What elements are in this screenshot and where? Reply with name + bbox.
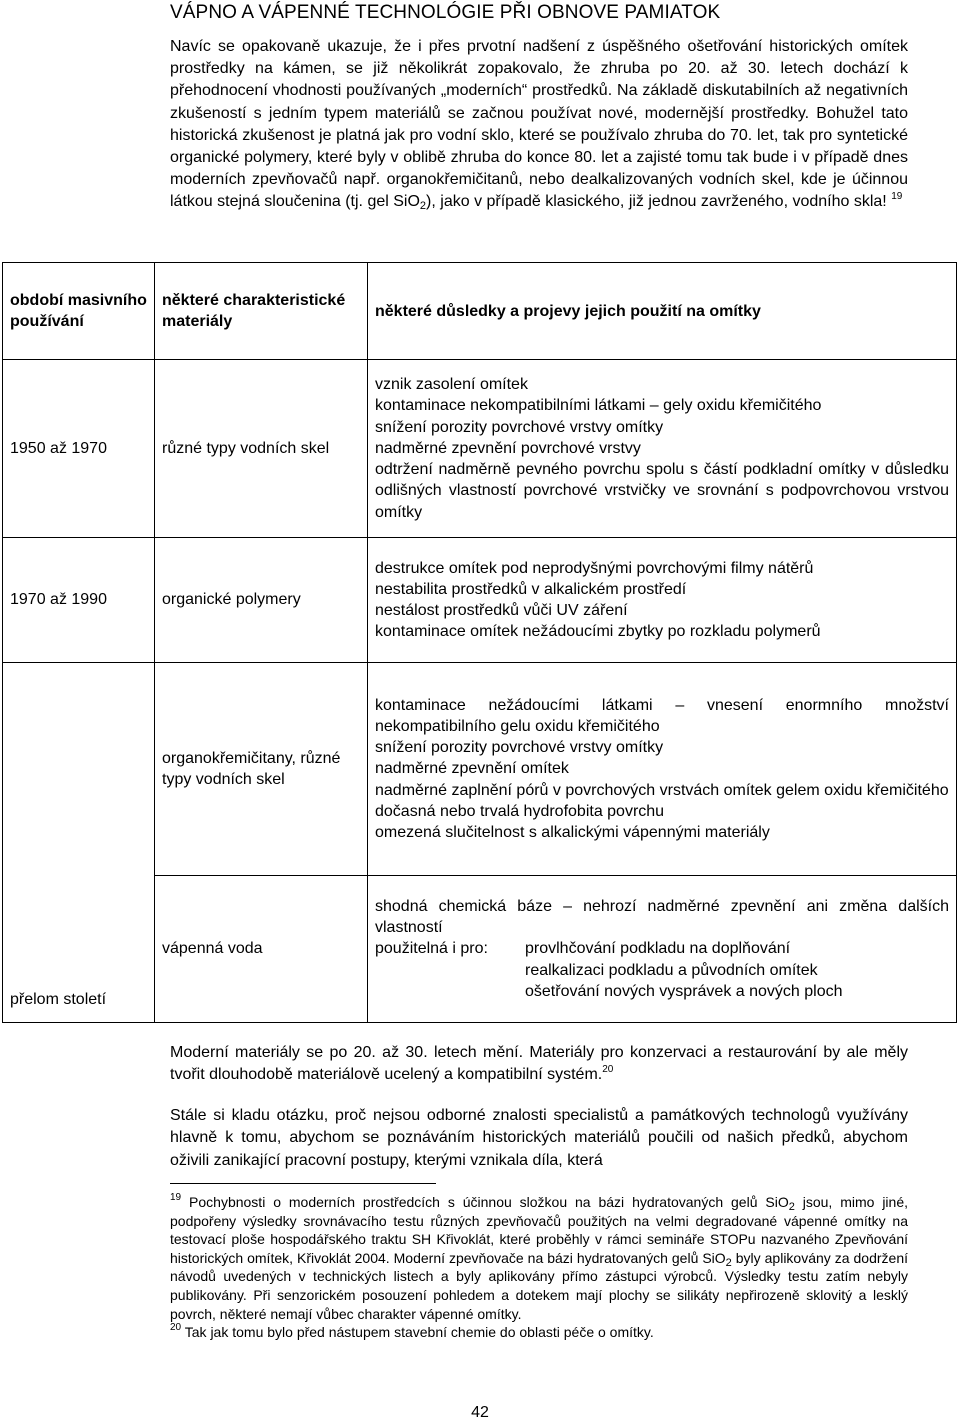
intro-tail: ), jako v případě klasického, již jednou zavrženého, vodního skla! bbox=[426, 193, 887, 211]
footnote-divider bbox=[170, 1183, 436, 1184]
paragraph-modern-materials bbox=[170, 1042, 908, 1087]
usable-item: ošetřování nových vysprávek a nových ploch bbox=[525, 982, 843, 1000]
row-materials: různé typy vodních skel bbox=[155, 360, 368, 538]
header-period: období masivního používání bbox=[3, 263, 155, 360]
paragraph-text: Moderní materiály se po 20. až 30. letech mění. Materiály pro konzervaci a restaurování by ale měly tvořit dlouhodobě materiálově ucelený a kompatibilní systém. bbox=[170, 1044, 908, 1084]
table-row bbox=[3, 538, 957, 663]
usable-item: realkalizaci podkladu a původních omítek bbox=[525, 961, 818, 979]
effect-item: dočasná nebo trvalá hydrofobita povrchu bbox=[375, 802, 665, 820]
row-materials: vápenná voda bbox=[155, 876, 368, 1023]
row-effects bbox=[368, 538, 957, 663]
effect-item: nestabilita prostředků v alkalickém prostředí bbox=[375, 580, 687, 598]
effect-item: shodná chemická báze – nehrozí nadměrné zpevnění ani změna dalších vlastností bbox=[375, 897, 949, 937]
row-materials: organokřemičitany, různé typy vodních skel bbox=[155, 663, 368, 876]
footnotes bbox=[170, 1193, 908, 1342]
effect-item: kontaminace omítek nežádoucími zbytky po rozkladu polymerů bbox=[375, 623, 821, 641]
effect-item: nadměrné zpevnění povrchové vrstvy bbox=[375, 439, 641, 457]
usable-item: provlhčování podkladu na doplňování bbox=[525, 940, 791, 958]
page-number: 42 bbox=[471, 1404, 489, 1421]
footnote-text: byly aplikovány za dodržení návodů uvedených v technických listech a byly aplikovány přímo zástupci výrobců. Výsledky testu zatím nebyly publikovány. Při senzorickém posouzení pohledem a dotekem mají plochy se silikáty nepřirozeně sklovitý a lesklý povrch, některé nemají vůbec charakter vápenné omítky. bbox=[170, 1249, 909, 1322]
effect-item: snížení porozity povrchové vrstvy omítky bbox=[375, 418, 664, 436]
footnote-text: jsou, mimo jiné, podpořeny výsledky srovnávacího testu různých zpevňovačů použitých na velmi degradované vápenné omítky na testovací ploše hospodářského traktu SH Křivoklát, které proběhly v rámci semináře STOPu nazvaného Zpevňování historických omítek, Křivoklát 2004. Moderní zpevňovače na bázi hydratovaných gelů SiO bbox=[170, 1194, 908, 1266]
intro-paragraph bbox=[170, 36, 908, 214]
footnote-subscript: 2 bbox=[788, 1201, 795, 1213]
paragraph-question: Stále si kladu otázku, proč nejsou odborné znalosti specialistů a památkových technologů využívány hlavně k tomu, abychom se poznáváním historických materiálů poučili od našich předků, abychom oživili zanikající pracovní postupy, kterými vznikala díla, která bbox=[170, 1107, 908, 1169]
footnote-20 bbox=[170, 1323, 908, 1342]
usable-for-block bbox=[375, 938, 949, 1002]
effect-item: nadměrné zpevnění omítek bbox=[375, 760, 569, 778]
effect-item: kontaminace nežádoucími látkami – vnesení enormního množství nekompatibilního gelu oxidu křemičitého bbox=[375, 696, 949, 735]
intro-text: Navíc se opakovaně ukazuje, že i přes prvotní nadšení z úspěšného ošetřování historických omítek prostředky na kámen, se již několikrát zopakovalo, že zhruba po 20. až 30. letech dochází k přehodnocení vhodnosti používaných „moderních“ prostředků. Na základě diskutabilních až negativních zkušeností s jedním typem materiálů se začnou používat nové, modernější prostředky. Bohužel tato historická zkušenost je platná jak pro vodní sklo, které se používalo zhruba do 70. let, tak pro syntetické organické polymery, které byly v oblibě zhruba do konce 80. let a zajisté tomu tak bude i v případě dnes moderních zpevňovačů např. organokřemičitanů, nebo dealkalizovaných vodních skel, kde je účinnou látkou stejná sloučenina (tj. gel SiO bbox=[170, 38, 908, 211]
footnote-text: Pochybnosti o moderních prostředcích s účinnou složkou na bázi hydratovaných gelů SiO bbox=[189, 1194, 789, 1210]
row-period: 1970 až 1990 bbox=[3, 538, 155, 663]
effect-item: odtržení nadměrně pevného povrchu spolu s částí podkladní omítky v důsledku odlišných vlastností povrchové vrstvičky ve srovnání s podpovrchovou vrstvou omítky bbox=[375, 461, 949, 521]
effect-item: omezená slučitelnost s alkalickými vápennými materiály bbox=[375, 824, 770, 841]
footnote-number: 20 bbox=[170, 1322, 182, 1334]
row-period: 1950 až 1970 bbox=[3, 360, 155, 538]
footnote-subscript: 2 bbox=[725, 1256, 732, 1269]
table-row bbox=[3, 360, 957, 538]
table-header-row bbox=[3, 263, 957, 360]
footnote-number: 19 bbox=[170, 1192, 182, 1203]
row-effects bbox=[368, 876, 957, 1023]
usable-list bbox=[525, 938, 949, 1002]
effect-item: snížení porozity povrchové vrstvy omítky bbox=[375, 739, 664, 757]
footnote-text: Tak jak tomu bylo před nástupem stavební chemie do oblasti péče o omítky. bbox=[184, 1324, 654, 1341]
effect-item: kontaminace nekompatibilními látkami – gely oxidu křemičitého bbox=[375, 397, 822, 415]
row-effects bbox=[368, 663, 957, 876]
row-effects bbox=[368, 360, 957, 538]
header-effects: některé důsledky a projevy jejich použití na omítky bbox=[368, 263, 957, 360]
effect-item: destrukce omítek pod neprodyšnými povrchovými filmy nátěrů bbox=[375, 559, 814, 577]
footnote-ref-20[interactable]: 20 bbox=[602, 1064, 614, 1076]
usable-label: použitelná i pro: bbox=[375, 940, 488, 958]
effect-item: nestálost prostředků vůči UV záření bbox=[375, 602, 628, 619]
row-period: přelom století bbox=[3, 663, 155, 1023]
effect-item: nadměrné zaplnění pórů v povrchových vrstvách omítek gelem oxidu křemičitého bbox=[375, 781, 949, 799]
effect-item: vznik zasolení omítek bbox=[375, 376, 528, 394]
intro-subscript: 2 bbox=[419, 200, 427, 213]
page-header: VÁPNO A VÁPENNÉ TECHNOLÓGIE PŘI OBNOVE PAMIATOK bbox=[170, 2, 721, 23]
footnote-19 bbox=[170, 1193, 908, 1323]
header-materials: některé charakteristické materiály bbox=[155, 263, 368, 360]
footnote-ref-19[interactable]: 19 bbox=[891, 191, 903, 203]
row-materials: organické polymery bbox=[155, 538, 368, 663]
period-materials-table bbox=[2, 262, 957, 1023]
table-row bbox=[3, 663, 957, 876]
